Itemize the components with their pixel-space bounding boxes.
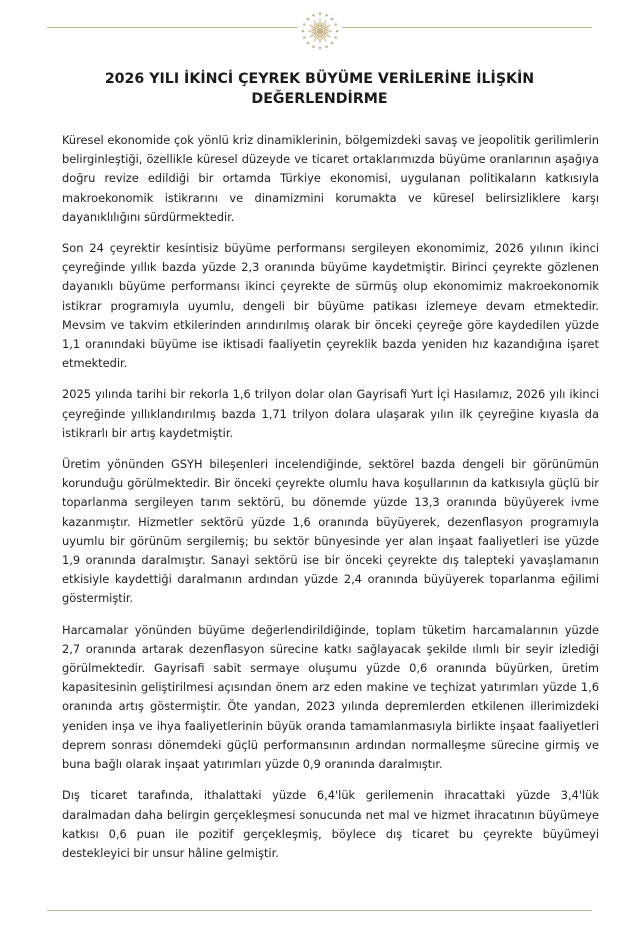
paragraph-3: 2025 yılında tarihi bir rekorla 1,6 trilyon dolar olan Gayrisafi Yurt İçi Hasılamız, 2026 yılı ikinci çeyreğinde yıllıklandırılmış bazda 1,71 trilyon dolara ulaşarak yılın ilk çeyreğine kıyasla da istikrarlı bir artış kaydetmiştir. — [62, 387, 599, 440]
emblem-star — [306, 42, 309, 45]
footer-rule — [47, 910, 592, 911]
emblem-star — [325, 14, 328, 17]
emblem-star — [301, 30, 304, 33]
emblem-star — [318, 13, 321, 16]
emblem-star — [330, 42, 333, 45]
emblem-star — [330, 18, 333, 21]
title-line-2: DEĞERLENDİRME — [251, 91, 388, 107]
emblem-star — [302, 23, 305, 26]
emblem-star — [334, 36, 337, 39]
document-title — [60, 69, 579, 109]
emblem-star — [302, 36, 305, 39]
paragraph-4: Üretim yönünden GSYH bileşenleri incelendiğinde, sektörel bazda dengeli bir görünümün korunduğu görülmektedir. Bir önceki çeyrekte olumlu hava koşullarının da katkısıyla güçlü bir toparlanma sergileyen tarım sektörü, bu dönemde yüzde 13,3 oranında büyüyerek ivme kazanmıştır. Hizmetler sektörü yüzde 1,6 oranında büyüyerek, dezenflasyon programıyla uyumlu bir görünüm sergilemiş; bu sektör bünyesinde yer alan inşaat faaliyetleri ise yüzde 1,9 oranında daralmıştır. Sanayi sektörü ise bir önceki çeyrekte dış talepteki yavaşlamanın etkisiyle kaydettiği daralmanın ardından yüzde 2,4 oranında büyüyerek toparlanma eğilimi göstermiştir. — [62, 457, 599, 606]
emblem-star — [312, 14, 315, 17]
emblem-star — [335, 30, 338, 33]
presidential-emblem-icon — [298, 8, 342, 52]
title-line-1: 2026 YILI İKİNCİ ÇEYREK BÜYÜME VERİLERİNE İLİŞKİN — [104, 71, 535, 87]
emblem-star — [325, 45, 328, 48]
document-body — [62, 131, 599, 875]
paragraph-6: Dış ticaret tarafında, ithalattaki yüzde 6,4'lük gerilemenin ihracattaki yüzde 3,4'lük daralmadan daha belirgin gerçekleşmesi sonucunda net mal ve hizmet ihracatının büyümeye katkısı 0,6 puan ile pozitif gerçekleşmiş, böylece dış ticaret bu çeyrekte büyümeyi destekleyici bir unsur hâline gelmiştir. — [62, 788, 599, 860]
emblem-sun-core — [316, 28, 323, 35]
emblem-star — [312, 45, 315, 48]
emblem-star — [334, 23, 337, 26]
paragraph-1: Küresel ekonomide çok yönlü kriz dinamiklerinin, bölgemizdeki savaş ve jeopolitik gerilimlerin belirginleştiği, özellikle küresel düzeyde ve ticaret ortaklarımızda büyüme oranlarının aşağıya doğru revize edildiği bir ortamda Türkiye ekonomisi, uygulanan politikaların katkısıyla makroekonomik istikrarını ve dinamizmini korumakta ve küresel belirsizliklere karşı dayanıklılığını sürdürmektedir. — [62, 133, 599, 224]
paragraph-2: Son 24 çeyrektir kesintisiz büyüme performansı sergileyen ekonomimiz, 2026 yılının ikinci çeyreğinde yıllık bazda yüzde 2,3 oranında büyüme kaydetmiştir. Birinci çeyrekte gözlenen dayanıklı büyüme performansı ikinci çeyrekte de sürmüş olup ekonomimiz makroekonomik istikrar programıyla uyumlu, dengeli bir büyüme patikası izlemeye devam etmektedir. Mevsim ve takvim etkilerinden arındırılmış olarak bir önceki çeyreğe göre kaydedilen yüzde 1,1 oranındaki büyüme ise iktisadi faaliyetin çeyreklik bazda yeniden hız kazandığına işaret etmektedir. — [62, 241, 599, 371]
emblem-star — [306, 18, 309, 21]
paragraph-5: Harcamalar yönünden büyüme değerlendirildiğinde, toplam tüketim harcamalarının yüzde 2,7 oranında artarak dezenflasyon sürecine katkı sağlayacak şekilde ılımlı bir seyir izlediği görülmektedir. Gayrisafi sabit sermaye oluşumu yüzde 0,6 oranında büyürken, üretim kapasitesinin geliştirilmesi açısından önem arz eden makine ve teçhizat yatırımları yüzde 1,6 oranında artış göstermiştir. Öte yandan, 2023 yılında depremlerden etkilenen illerimizdeki yeniden inşa ve ihya faaliyetlerinin büyük oranda tamamlanmasıyla birlikte inşaat faaliyetleri deprem sonrası dönemdeki güçlü performansının ardından normalleşme sürecine girmiş ve buna bağlı olarak inşaat yatırımları yüzde 0,9 oranında daralmıştır. — [62, 622, 599, 772]
emblem-star — [318, 47, 321, 50]
sun-emblem-icon — [300, 10, 340, 50]
